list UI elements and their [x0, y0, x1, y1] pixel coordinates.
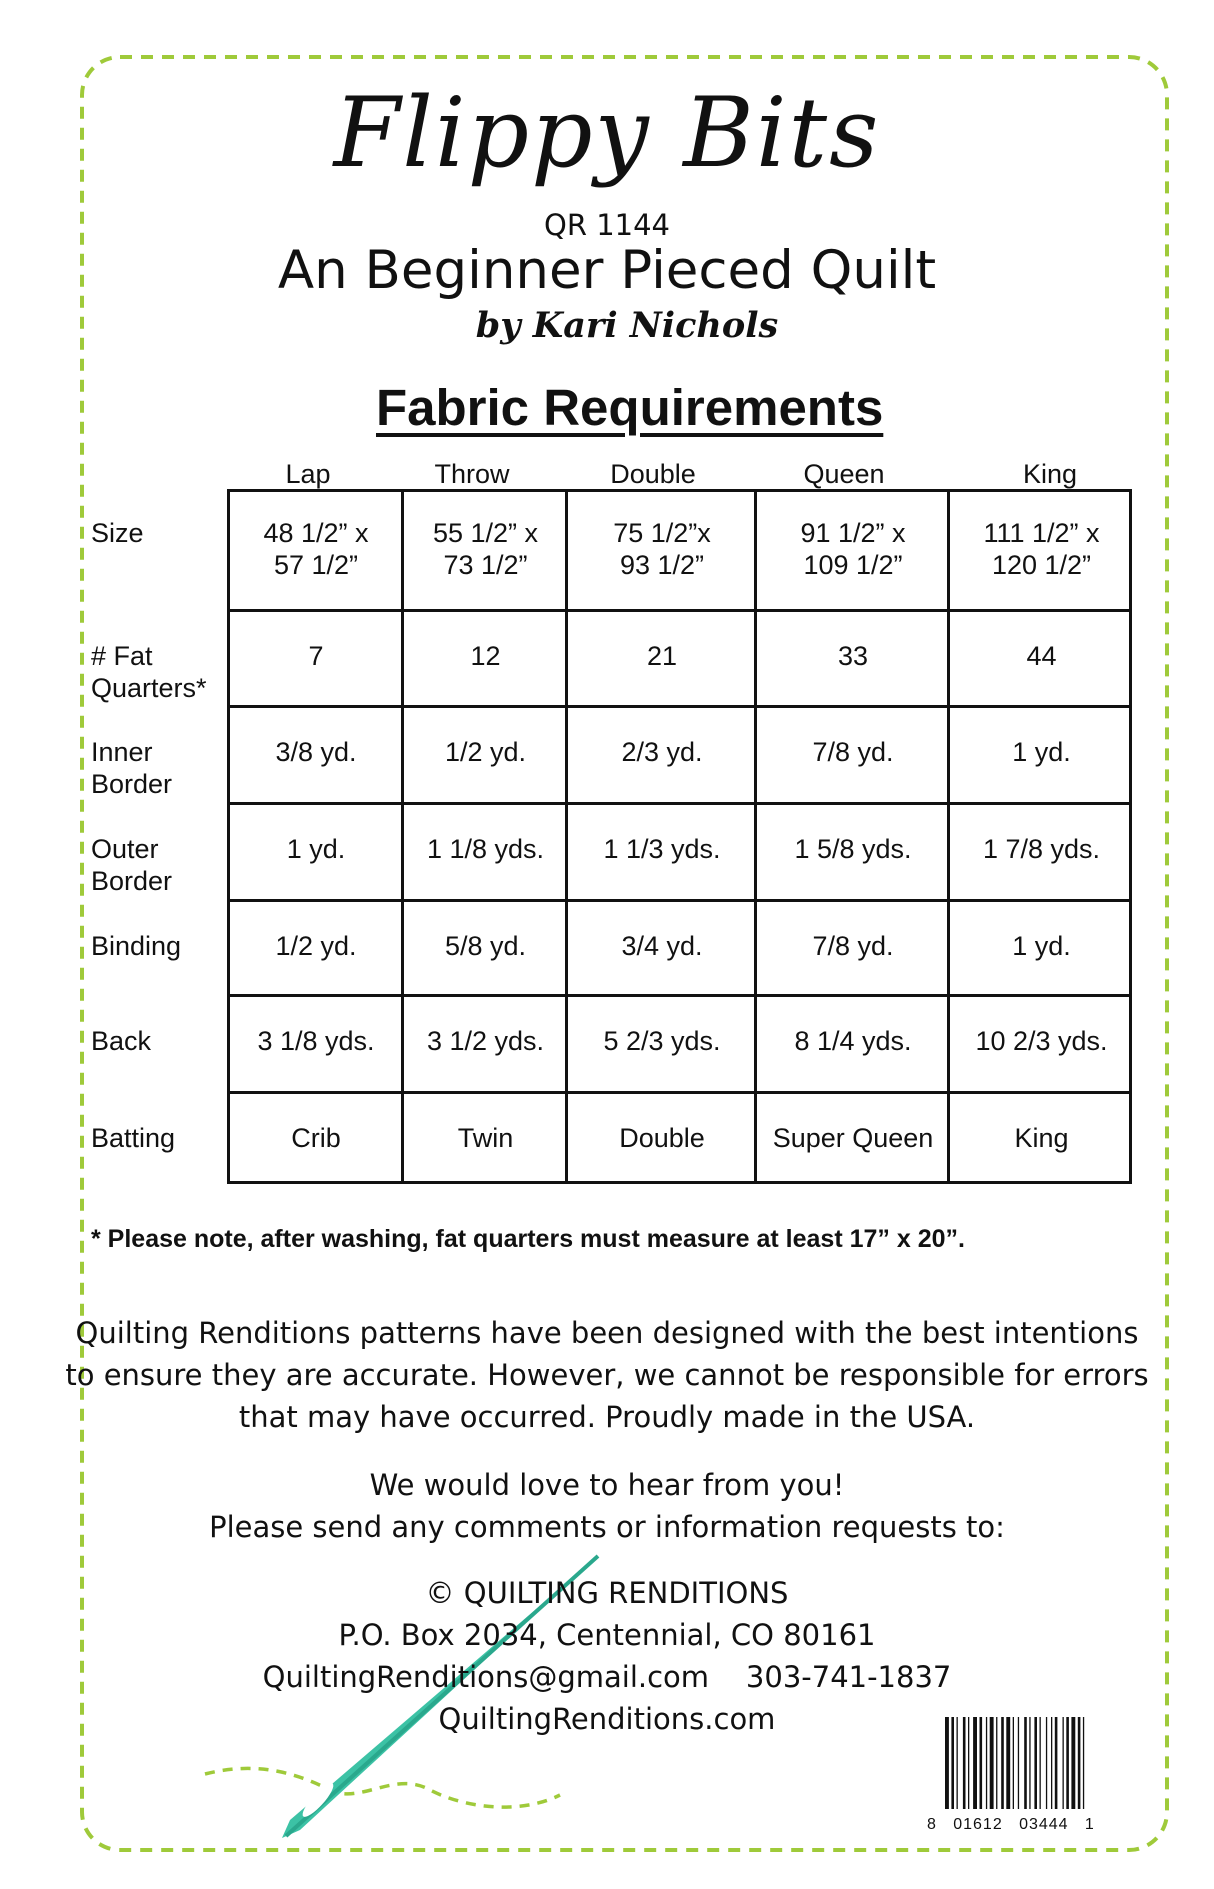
- column-header: King: [1022, 459, 1078, 489]
- cell-line: 12: [470, 641, 501, 671]
- table-row-label: [91, 1025, 151, 1057]
- disclaimer-text: [0, 1312, 1214, 1438]
- column-header: Queen: [803, 459, 885, 489]
- table-cell: [405, 930, 566, 962]
- table-row-label: [91, 833, 172, 897]
- table-row-divider: [227, 899, 1132, 902]
- pattern-author: by Kari Nichols: [475, 305, 779, 346]
- cell-line: 55 1/2” x: [432, 518, 539, 548]
- cell-line: 120 1/2”: [991, 550, 1092, 580]
- table-column-headers: [0, 459, 1214, 491]
- table-cell: [405, 833, 566, 865]
- row-label-line: Back: [91, 1026, 152, 1056]
- table-cell: [758, 833, 948, 865]
- cell-line: 3/4 yd.: [621, 931, 703, 961]
- table-cell: [405, 1025, 566, 1057]
- column-header: Throw: [434, 459, 510, 489]
- table-cell: [405, 736, 566, 768]
- company-name: © QUILTING RENDITIONS: [425, 1576, 789, 1610]
- row-label-line: Outer: [91, 834, 159, 864]
- cell-line: 7: [308, 641, 324, 671]
- company-address: [0, 1572, 1214, 1740]
- table-cell: [758, 1122, 948, 1154]
- cell-line: 109 1/2”: [803, 550, 903, 580]
- cell-line: 33: [837, 641, 869, 671]
- website-link[interactable]: QuiltingRenditions.com: [438, 1702, 776, 1736]
- cell-line: 93 1/2”: [619, 550, 705, 580]
- table-cell: [951, 930, 1132, 962]
- table-row-label: [91, 640, 207, 704]
- table-cell: [230, 517, 402, 581]
- mailing-address: P.O. Box 2034, Centennial, CO 80161: [338, 1618, 876, 1652]
- table-cell: [951, 517, 1132, 581]
- row-label-line: Batting: [91, 1123, 176, 1153]
- cell-line: 3 1/2 yds.: [426, 1026, 545, 1056]
- cell-line: 1/2 yd.: [444, 737, 527, 767]
- table-cell: [758, 930, 948, 962]
- cell-line: 48 1/2” x: [263, 518, 369, 548]
- table-cell: [758, 1025, 948, 1057]
- email-phone[interactable]: QuiltingRenditions@gmail.com 303-741-1837: [262, 1660, 952, 1694]
- table-cell: [569, 930, 755, 962]
- cell-line: 3/8 yd.: [275, 737, 357, 767]
- row-label-line: Binding: [91, 931, 182, 961]
- table-cell: [758, 736, 948, 768]
- table-cell: [569, 736, 755, 768]
- table-row-divider: [227, 802, 1132, 805]
- cell-line: 1 1/8 yds.: [426, 834, 545, 864]
- cell-line: 73 1/2”: [443, 550, 528, 580]
- cell-line: 75 1/2”x: [613, 518, 711, 548]
- row-label-line: Inner: [91, 737, 153, 767]
- cell-line: Twin: [457, 1123, 514, 1153]
- barcode-icon: [945, 1717, 1140, 1809]
- table-cell: [758, 517, 948, 581]
- row-label-line: Size: [91, 518, 144, 548]
- disclaimer-line: that may have occurred. Proudly made in the USA.: [238, 1400, 976, 1434]
- barcode-digits: 8 01612 03444 1: [927, 1816, 1095, 1833]
- row-label-line: Border: [91, 866, 173, 896]
- cell-line: 111 1/2” x: [983, 518, 1100, 548]
- pattern-code: QR 1144: [544, 208, 670, 242]
- table-row-label: [91, 1122, 175, 1154]
- table-cell: [230, 1122, 402, 1154]
- table-cell: [405, 517, 566, 581]
- fat-quarter-note: * Please note, after washing, fat quarters must measure at least 17” x 20”.: [91, 1225, 965, 1253]
- table-cell: [758, 640, 948, 672]
- table-cell: [569, 1025, 755, 1057]
- cell-line: 1 yd.: [286, 834, 346, 864]
- cell-line: 7/8 yd.: [812, 931, 894, 961]
- table-row-divider: [227, 1091, 1132, 1094]
- cell-line: 1 1/3 yds.: [603, 834, 721, 864]
- table-cell: [569, 833, 755, 865]
- cell-line: 1 yd.: [1012, 931, 1071, 961]
- disclaimer-line: to ensure they are accurate. However, we cannot be responsible for errors: [65, 1358, 1149, 1392]
- cell-line: 91 1/2” x: [800, 518, 906, 548]
- cell-line: King: [1014, 1123, 1069, 1153]
- table-row-label: [91, 517, 144, 549]
- cell-line: Crib: [291, 1123, 341, 1153]
- table-cell: [230, 930, 402, 962]
- table-cell: [569, 640, 755, 672]
- cell-line: 57 1/2”: [273, 550, 359, 580]
- cell-line: 8 1/4 yds.: [794, 1026, 912, 1056]
- cell-line: 5 2/3 yds.: [603, 1026, 721, 1056]
- table-cell: [230, 640, 402, 672]
- cell-line: 1 yd.: [1012, 737, 1071, 767]
- cell-line: 1 7/8 yds.: [982, 834, 1101, 864]
- table-row-label: [91, 736, 172, 800]
- pattern-subtitle: An Beginner Pieced Quilt: [277, 240, 937, 301]
- table-row-divider: [227, 994, 1132, 997]
- section-heading: Fabric Requirements: [376, 379, 884, 436]
- contact-intro-line: Please send any comments or information requests to:: [209, 1510, 1005, 1544]
- table-cell: [951, 1122, 1132, 1154]
- cell-line: 2/3 yd.: [621, 737, 703, 767]
- cell-line: 10 2/3 yds.: [975, 1026, 1108, 1056]
- table-cell: [569, 1122, 755, 1154]
- cell-line: 1 5/8 yds.: [794, 834, 912, 864]
- table-row-divider: [227, 609, 1132, 612]
- table-cell: [951, 736, 1132, 768]
- pattern-title: Flippy Bits: [333, 77, 881, 189]
- table-cell: [951, 640, 1132, 672]
- table-cell: [230, 833, 402, 865]
- table-row-divider: [227, 705, 1132, 708]
- contact-intro-line: We would love to hear from you!: [369, 1468, 845, 1502]
- row-label-line: Quarters*: [91, 673, 207, 703]
- cell-line: 7/8 yd.: [812, 737, 894, 767]
- cell-line: 1/2 yd.: [275, 931, 357, 961]
- cell-line: Double: [619, 1123, 705, 1153]
- table-cell: [230, 1025, 402, 1057]
- table-row-label: [91, 930, 181, 962]
- table-cell: [405, 1122, 566, 1154]
- table-cell: [951, 833, 1132, 865]
- cell-line: 44: [1026, 641, 1057, 671]
- cell-line: Super Queen: [772, 1123, 934, 1153]
- column-header: Lap: [285, 459, 331, 489]
- row-label-line: Border: [91, 769, 173, 799]
- disclaimer-line: Quilting Renditions patterns have been designed with the best intentions: [75, 1316, 1139, 1350]
- cell-line: 5/8 yd.: [444, 931, 527, 961]
- table-cell: [405, 640, 566, 672]
- row-label-line: # Fat: [91, 641, 153, 671]
- contact-intro: [0, 1464, 1214, 1548]
- table-cell: [569, 517, 755, 581]
- table-cell: [951, 1025, 1132, 1057]
- table-cell: [230, 736, 402, 768]
- column-header: Double: [610, 459, 696, 489]
- cell-line: 21: [646, 641, 678, 671]
- cell-line: 3 1/8 yds.: [257, 1026, 375, 1056]
